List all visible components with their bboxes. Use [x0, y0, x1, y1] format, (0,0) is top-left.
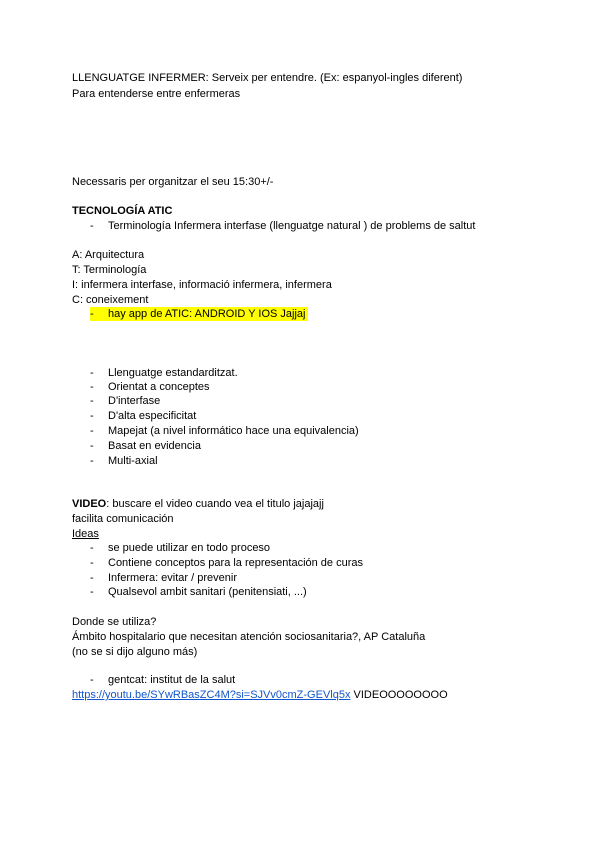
highlight-text: hay app de ATIC: ANDROID Y IOS Jajjaj: [108, 308, 306, 320]
bullet-dash: -: [90, 586, 94, 598]
atic-c: C: coneixement: [72, 294, 149, 306]
bullet-dash: -: [90, 455, 94, 467]
atic-i: I: infermera interfase, informació infermera, infermera: [72, 279, 332, 291]
bullet-dash: -: [90, 557, 94, 569]
feature-text: Orientat a conceptes: [108, 381, 210, 393]
feature-text: Multi-axial: [108, 455, 158, 467]
idea-text: Contiene conceptos para la representación de curas: [108, 557, 363, 569]
donde-answer-1: Ámbito hospitalario que necesitan atención sociosanitaria?, AP Cataluña: [72, 631, 426, 643]
video-link-suffix: VIDEOOOOOOOO: [350, 689, 448, 701]
video-label: VIDEO: [72, 498, 107, 510]
feature-text: Llenguatge estandarditzat.: [108, 367, 238, 379]
feature-text: Basat en evidencia: [108, 440, 201, 452]
tecnologia-title: TECNOLOGÍA ATIC: [72, 205, 173, 217]
idea-text: se puede utilizar en todo proceso: [108, 542, 271, 554]
idea-text: Infermera: evitar / prevenir: [108, 572, 237, 584]
heading-line-1: LLENGUATGE INFERMER: Serveix per entendre. (Ex: espanyol-ingles diferent): [72, 72, 463, 84]
youtube-link[interactable]: https://youtu.be/SYwRBasZC4M?si=SJVv0cmZ-GEVlq5x: [72, 689, 351, 701]
bullet-dash: -: [90, 572, 94, 584]
donde-answer-2: (no se si dijo alguno más): [72, 646, 198, 658]
video-line: [72, 497, 324, 511]
facilita-line: facilita comunicación: [72, 513, 174, 525]
feature-text: D'interfase: [108, 395, 161, 407]
video-text: : buscare el video cuando vea el titulo jajajajj: [106, 498, 324, 510]
feature-text: D'alta especificitat: [108, 410, 197, 422]
bullet-dash: -: [90, 381, 94, 393]
atic-t: T: Terminología: [72, 264, 147, 276]
atic-a: A: Arquitectura: [72, 249, 145, 261]
heading-line-2: Para entenderse entre enfermeras: [72, 88, 241, 100]
video-link-line: [72, 688, 448, 702]
bullet-dash: -: [90, 395, 94, 407]
feature-text: Mapejat (a nivel informático hace una equivalencia): [108, 425, 359, 437]
bullet-dash: -: [90, 425, 94, 437]
bullet-text: Terminología Infermera interfase (llenguatge natural ) de problems de saltut: [108, 220, 476, 232]
ideas-heading: Ideas: [72, 528, 99, 540]
gentcat-text: gentcat: institut de la salut: [108, 674, 236, 686]
bullet-dash: -: [90, 440, 94, 452]
bullet-dash: -: [90, 410, 94, 422]
bullet-dash: -: [90, 367, 94, 379]
bullet-dash: -: [90, 674, 94, 686]
bullet-dash: -: [90, 308, 94, 320]
bullet-dash: -: [90, 542, 94, 554]
bullet-dash: -: [90, 220, 94, 232]
necessaris-line: Necessaris per organitzar el seu 15:30+/-: [72, 176, 274, 188]
donde-question: Donde se utiliza?: [72, 616, 157, 628]
idea-text: Qualsevol ambit sanitari (penitensiati, ...): [108, 586, 307, 598]
